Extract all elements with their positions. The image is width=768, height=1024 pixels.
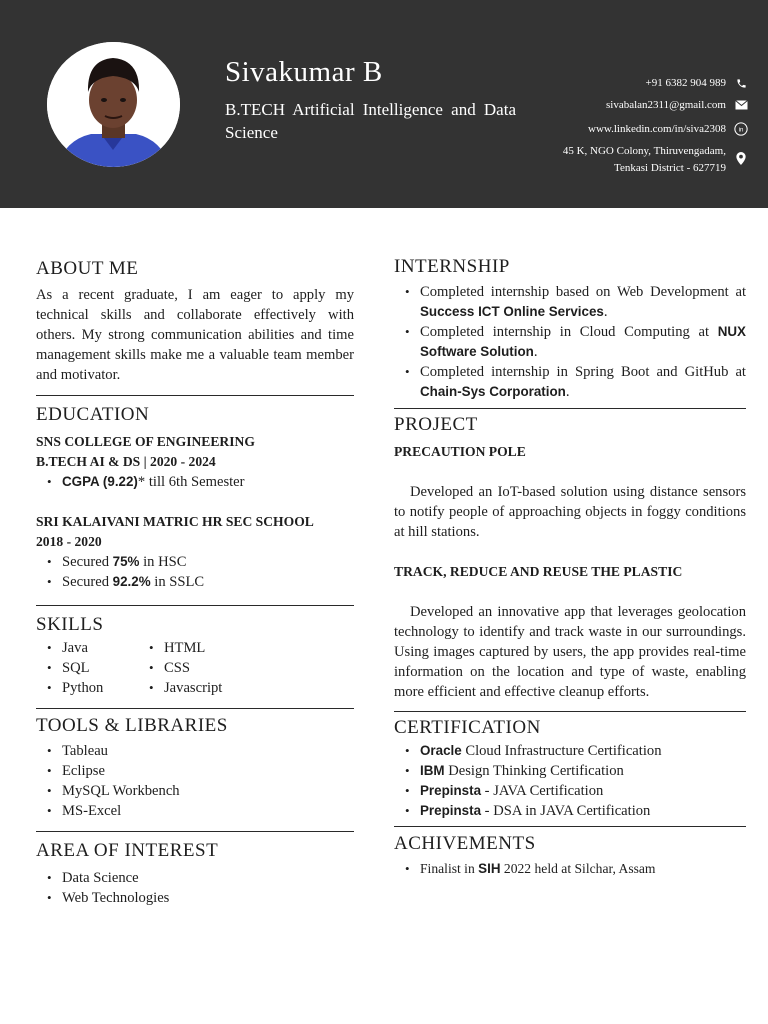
hsc-prefix: Secured xyxy=(62,554,113,570)
project-1-description: Developed an IoT-based solution using distance sensors to notify people of approaching objects in foggy conditions at hill stations. xyxy=(394,484,746,540)
certification-item xyxy=(394,781,746,801)
cert-name: Design Thinking Certification xyxy=(444,763,624,779)
tool-item: • MySQL Workbench xyxy=(36,781,354,801)
contact-address xyxy=(563,143,748,177)
college-degree: B.TECH AI & DS | 2020 - 2024 xyxy=(36,454,216,469)
internship-title: INTERNSHIP xyxy=(394,256,510,277)
list-item xyxy=(36,572,354,592)
cert-issuer: Prepinsta xyxy=(420,783,482,798)
phone-icon xyxy=(734,76,748,90)
internship-section xyxy=(394,254,746,402)
skills-grid xyxy=(36,638,354,698)
internship-list xyxy=(394,282,746,402)
skills-section xyxy=(36,612,354,698)
school-years: 2018 - 2020 xyxy=(36,534,102,549)
certification-item xyxy=(394,741,746,761)
school-details xyxy=(36,552,354,592)
about-text: As a recent graduate, I am eager to apply my technical skills and collaborate effectively with others. My strong communication abilities and time management skills make me a valuable team member and motivator. xyxy=(36,287,354,383)
cert-issuer: IBM xyxy=(420,763,445,778)
achievements-section xyxy=(394,831,746,879)
profile-photo xyxy=(47,42,180,167)
tools-title: TOOLS & LIBRARIES xyxy=(36,715,228,736)
interest-list xyxy=(36,868,354,908)
sslc-score: 92.2% xyxy=(112,574,151,589)
left-column xyxy=(36,256,354,908)
project-1-title: PRECAUTION POLE xyxy=(394,444,526,459)
contact-phone xyxy=(646,76,748,90)
email-text[interactable]: sivabalan2311@gmail.com xyxy=(605,99,726,111)
project-title: PROJECT xyxy=(394,414,478,435)
skills-col-1 xyxy=(36,638,138,698)
cert-name: Cloud Infrastructure Certification xyxy=(461,743,662,759)
location-pin-icon xyxy=(734,151,748,165)
skill-item: • Javascript xyxy=(138,678,240,698)
candidate-degree: B.TECH Artificial Intelligence and Data Science xyxy=(225,100,516,142)
linkedin-text[interactable]: www.linkedin.com/in/siva2308 xyxy=(588,123,726,135)
certification-list xyxy=(394,741,746,821)
divider xyxy=(36,395,354,396)
hsc-suffix: in HSC xyxy=(139,554,187,570)
list-item xyxy=(36,472,354,492)
skill-item: • Python xyxy=(36,678,138,698)
internship-item xyxy=(394,322,746,362)
company-name: Success ICT Online Services xyxy=(420,304,604,319)
education-title: EDUCATION xyxy=(36,404,150,425)
certification-title: CERTIFICATION xyxy=(394,717,541,738)
tools-section xyxy=(36,713,354,821)
internship-end: . xyxy=(533,344,538,360)
divider xyxy=(36,831,354,832)
profile-photo-image xyxy=(47,42,180,167)
company-name: NUX Software Solution xyxy=(420,324,746,359)
divider xyxy=(36,708,354,709)
achievement-suffix: 2022 held at Silchar, Assam xyxy=(500,861,656,876)
skill-item: • Java xyxy=(36,638,138,658)
internship-end: . xyxy=(565,384,570,400)
project-section xyxy=(394,412,746,702)
cert-name: - JAVA Certification xyxy=(481,783,604,799)
interest-item: • Web Technologies xyxy=(36,888,354,908)
skill-item: • SQL xyxy=(36,658,138,678)
internship-text: Completed internship in Cloud Computing at xyxy=(420,324,718,340)
internship-text: Completed internship in Spring Boot and GitHub at xyxy=(420,364,746,380)
interest-section xyxy=(36,838,354,908)
college-details xyxy=(36,472,354,492)
candidate-name: Sivakumar B xyxy=(225,56,383,88)
internship-text: Completed internship based on Web Development at xyxy=(420,284,746,300)
cert-issuer: Oracle xyxy=(420,743,462,758)
cert-name: - DSA in JAVA Certification xyxy=(481,803,651,819)
achievements-list xyxy=(394,859,746,879)
phone-text: +91 6382 904 989 xyxy=(645,77,726,89)
internship-end: . xyxy=(603,304,608,320)
linkedin-icon xyxy=(734,122,748,136)
divider xyxy=(36,605,354,606)
achievement-event: SIH xyxy=(478,861,501,876)
education-section xyxy=(36,402,354,592)
college-name: SNS COLLEGE OF ENGINEERING xyxy=(36,434,255,449)
interest-item: • Data Science xyxy=(36,868,354,888)
cgpa-value: CGPA (9.22) xyxy=(62,474,138,489)
resume-header xyxy=(0,0,768,208)
address-text xyxy=(563,143,726,177)
achievement-prefix: Finalist in xyxy=(420,861,479,876)
address-line-2: Tenkasi District - 627719 xyxy=(614,162,726,174)
tool-item: • MS-Excel xyxy=(36,801,354,821)
skill-item: • CSS xyxy=(138,658,240,678)
address-line-1: 45 K, NGO Colony, Thiruvengadam, xyxy=(562,145,726,157)
skill-item: • HTML xyxy=(138,638,240,658)
interest-title: AREA OF INTEREST xyxy=(36,840,219,861)
certification-item xyxy=(394,801,746,821)
right-column xyxy=(394,254,746,879)
list-item xyxy=(36,552,354,572)
about-title: ABOUT ME xyxy=(36,258,139,279)
achievements-title: ACHIVEMENTS xyxy=(394,833,536,854)
envelope-icon xyxy=(734,98,748,112)
svg-text:in: in xyxy=(738,126,744,134)
skills-col-2 xyxy=(138,638,240,698)
internship-item xyxy=(394,282,746,322)
divider xyxy=(394,826,746,827)
divider xyxy=(394,408,746,409)
sslc-prefix: Secured xyxy=(62,574,113,590)
about-section xyxy=(36,256,354,385)
certification-section xyxy=(394,715,746,821)
tools-list xyxy=(36,741,354,821)
company-name: Chain-Sys Corporation xyxy=(420,384,566,399)
sslc-suffix: in SSLC xyxy=(150,574,205,590)
internship-item xyxy=(394,362,746,402)
cgpa-note: * till 6th Semester xyxy=(137,474,245,490)
skills-title: SKILLS xyxy=(36,614,104,635)
tool-item: • Eclipse xyxy=(36,761,354,781)
contact-email[interactable] xyxy=(606,98,748,112)
project-2-title: TRACK, REDUCE AND REUSE THE PLASTIC xyxy=(394,564,683,579)
hsc-score: 75% xyxy=(112,554,140,569)
school-name: SRI KALAIVANI MATRIC HR SEC SCHOOL xyxy=(36,514,314,529)
certification-item xyxy=(394,761,746,781)
achievement-item xyxy=(394,859,746,879)
tool-item: • Tableau xyxy=(36,741,354,761)
divider xyxy=(394,711,746,712)
project-2-description: Developed an innovative app that leverages geolocation technology to identify and track waste in our surroundings. Using images captured by users, the app provides real-time information on the location and type of waste, enabling more efficient and effective cleanup efforts. xyxy=(394,604,746,700)
cert-issuer: Prepinsta xyxy=(420,803,482,818)
contact-linkedin[interactable] xyxy=(588,122,748,136)
